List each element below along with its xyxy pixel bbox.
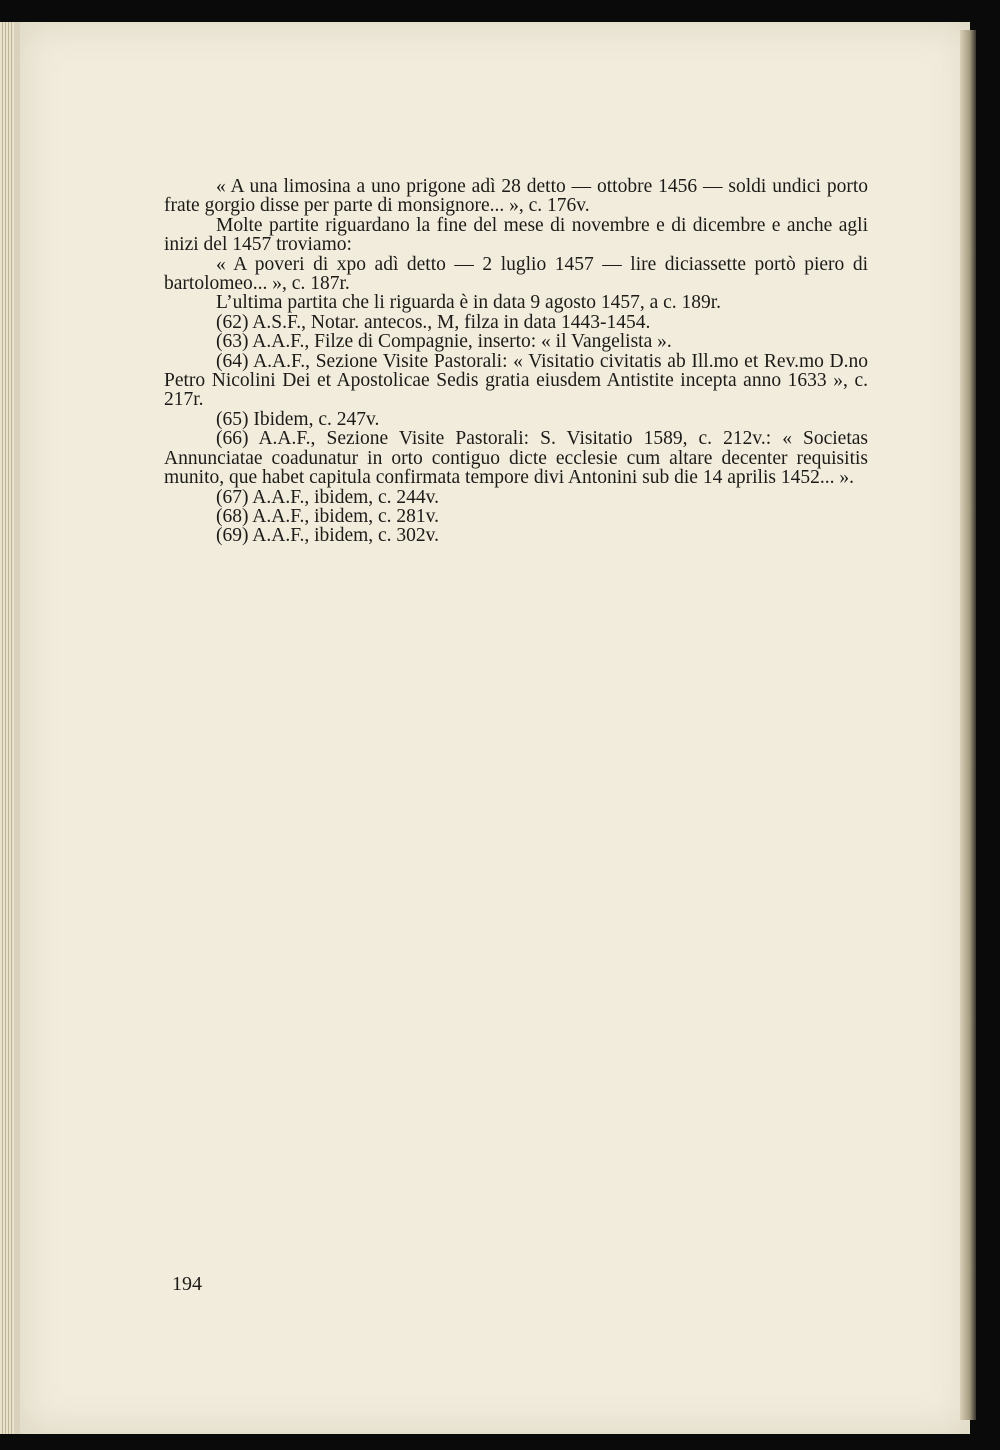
footnote-63: (63) A.A.F., Filze di Compagnie, inserto: « il Vangelista ». xyxy=(216,331,672,353)
quote-paragraph-2: « A poveri di xpo adì detto — 2 luglio 1457 — lire diciassette portò piero di bartolomeo... », c. 187r. xyxy=(164,253,868,295)
quote-paragraph-1: « A una limosina a uno prigone adì 28 detto — ottobre 1456 — soldi undici porto frate gorgio disse per parte di monsignore... », c. 176v. xyxy=(164,176,868,217)
footnote-62: (62) A.S.F., Notar. antecos., M, filza in data 1443-1454. xyxy=(216,311,651,333)
footnote-66: (66) A.A.F., Sezione Visite Pastorali: S. Visitatio 1589, c. 212v.: « Societas Annunciatae coadunatur in orto contiguo dicte ecclesie cum altare decenter requisitis munito, que habet capitula confirmata tempore divi Antonini sub die 14 aprilis 1452... ». xyxy=(164,428,868,489)
footnote-67: (67) A.A.F., ibidem, c. 244v. xyxy=(216,486,440,508)
footnote-text-block xyxy=(164,177,868,546)
body-paragraph-1: Molte partite riguardano la fine del mese di novembre e di dicembre e anche agli inizi del 1457 troviamo: xyxy=(164,214,868,256)
page-number: 194 xyxy=(172,1273,202,1295)
footnote-69: (69) A.A.F., ibidem, c. 302v. xyxy=(216,525,440,547)
footnote-65: (65) Ibidem, c. 247v. xyxy=(216,408,380,430)
page-edges xyxy=(0,22,14,1434)
body-paragraph-2: L’ultima partita che li riguarda è in data 9 agosto 1457, a c. 189r. xyxy=(216,292,722,314)
book-gutter-edge xyxy=(960,30,976,1420)
footnote-68: (68) A.A.F., ibidem, c. 281v. xyxy=(216,505,440,527)
footnote-64: (64) A.A.F., Sezione Visite Pastorali: « Visitatio civitatis ab Ill.mo et Rev.mo D.no Petro Nicolini Dei et Apostolicae Sedis gratia eiusdem Antistite incepta anno 1633 », c. 217r. xyxy=(164,350,868,411)
